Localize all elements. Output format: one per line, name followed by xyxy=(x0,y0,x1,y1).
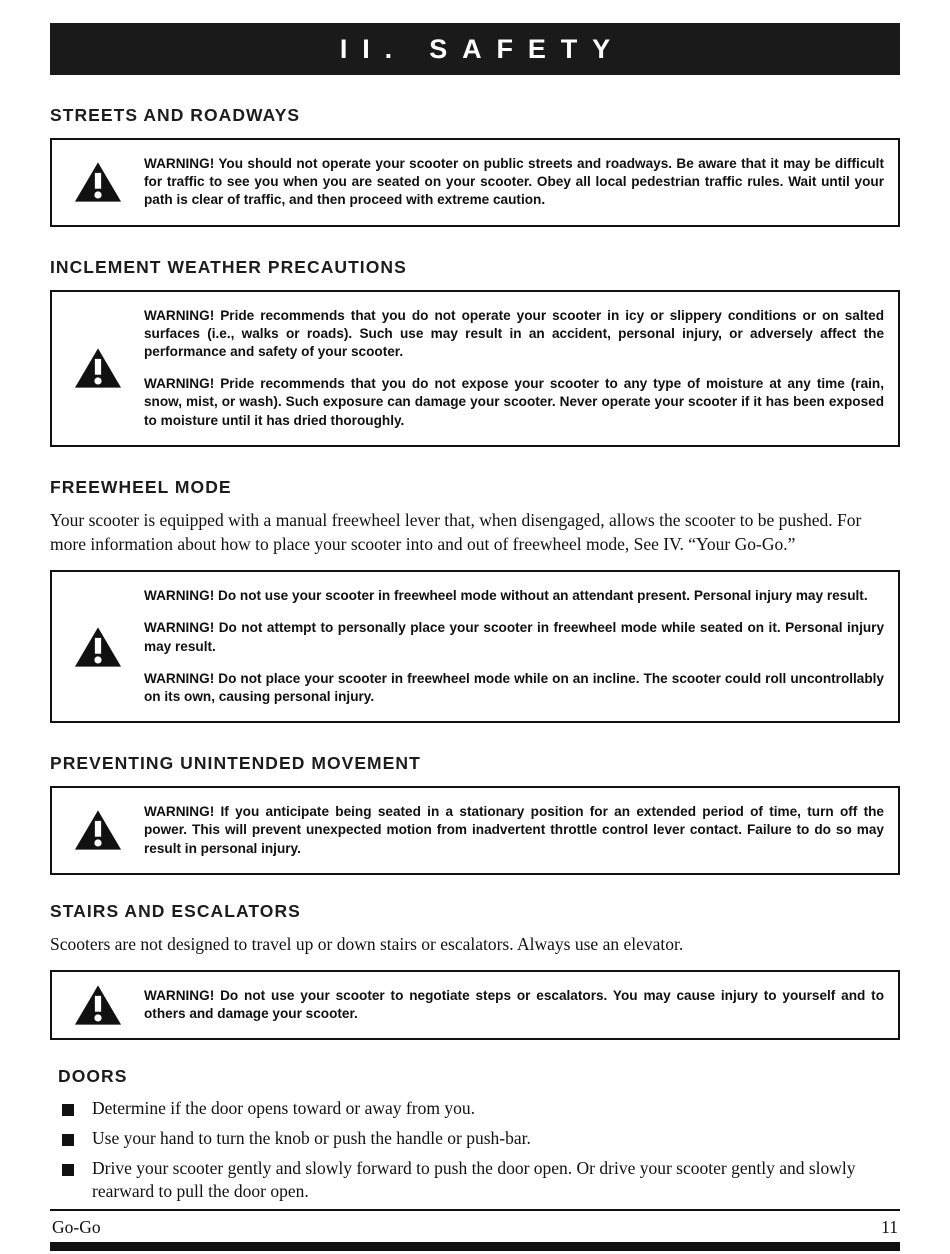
warning-paragraph: WARNING! Pride recommends that you do not operate your scooter in icy or slippery conditions or on salted surfaces (i.e., walks or roads). Such use may result in an accident, personal injury, or adversely affect the performance and safety of your scooter. xyxy=(144,307,884,360)
heading-freewheel-mode: FREEWHEEL MODE xyxy=(50,476,232,497)
section-title-bar xyxy=(50,23,900,75)
heading-inclement-weather: INCLEMENT WEATHER PRECAUTIONS xyxy=(50,256,407,277)
list-item xyxy=(50,1157,900,1204)
bullet-text: Drive your scooter gently and slowly forward to push the door open. Or drive your scooter gently and slowly rearward to pull the door open. xyxy=(92,1157,856,1202)
page-number: 11 xyxy=(881,1217,898,1237)
list-item xyxy=(50,1127,900,1151)
heading-streets-and-roadways: STREETS AND ROADWAYS xyxy=(50,105,301,125)
heading-preventing-movement: PREVENTING UNINTENDED MOVEMENT xyxy=(50,753,421,774)
page-content xyxy=(0,105,950,1204)
warning-paragraph: WARNING! Do not place your scooter in freewheel mode while on an incline. The scooter could roll uncontrollably on its own, causing personal injury. xyxy=(144,670,884,704)
warning-triangle-icon xyxy=(52,625,144,669)
warning-box-stairs xyxy=(50,970,900,1040)
warning-box-freewheel xyxy=(50,570,900,723)
warning-text-block xyxy=(144,300,884,437)
warning-paragraph: WARNING! Pride recommends that you do not expose your scooter to any type of moisture at any time (rain, snow, mist, or wash). Such exposure can damage your scooter. Never operate your scooter if it has been exposed to moisture until it has dried thoroughly. xyxy=(144,376,884,428)
footer-model-name: Go-Go xyxy=(52,1217,101,1237)
warning-triangle-icon xyxy=(52,160,144,204)
warning-paragraph: WARNING! You should not operate your scooter on public streets and roadways. Be aware that it may be difficult for traffic to see you when you are seated on your scooter. Obey all local pedestrian traffic rules. Wait until your path is clear of traffic, and then proceed with extreme caution. xyxy=(144,156,884,208)
stairs-body-text: Scooters are not designed to travel up or down stairs or escalators. Always use an elevator. xyxy=(50,933,684,954)
warning-paragraph: WARNING! If you anticipate being seated in a stationary position for an extended period of time, turn off the power. This will prevent unexpected motion from inadvertent throttle control lever contact. Failure to do so may result in personal injury. xyxy=(144,804,884,856)
square-bullet-icon xyxy=(62,1134,74,1146)
bullet-text: Determine if the door opens toward or away from you. xyxy=(92,1098,475,1119)
square-bullet-icon xyxy=(62,1104,74,1116)
warning-paragraph: WARNING! Do not attempt to personally place your scooter in freewheel mode while seated on it. Personal injury may result. xyxy=(144,620,884,654)
heading-stairs-escalators: STAIRS AND ESCALATORS xyxy=(50,900,301,921)
heading-doors: DOORS xyxy=(58,1066,128,1087)
warning-text-block xyxy=(144,796,884,865)
page-footer xyxy=(50,1209,900,1254)
doors-bullet-list xyxy=(50,1097,900,1204)
warning-triangle-icon xyxy=(52,808,144,852)
warning-paragraph: WARNING! Do not use your scooter to negotiate steps or escalators. You may cause injury to yourself and to others and damage your scooter. xyxy=(144,987,884,1022)
square-bullet-icon xyxy=(62,1164,74,1176)
warning-box-streets xyxy=(50,138,900,227)
warning-text-block xyxy=(144,148,884,217)
warning-triangle-icon xyxy=(52,346,144,390)
footer-black-bar xyxy=(50,1242,900,1251)
warning-box-weather xyxy=(50,290,900,447)
warning-box-movement xyxy=(50,786,900,875)
warning-text-block xyxy=(144,580,884,713)
bullet-text: Use your hand to turn the knob or push the handle or push-bar. xyxy=(92,1127,531,1148)
freewheel-body-text: Your scooter is equipped with a manual freewheel lever that, when disengaged, allows the scooter to be pushed. For more information about how to place your scooter into and out of freewheel mode, See IV. “Your Go-Go.” xyxy=(50,509,862,554)
list-item xyxy=(50,1097,900,1121)
footer-row xyxy=(50,1211,900,1242)
page-title: II. SAFETY xyxy=(339,33,625,64)
warning-paragraph: WARNING! Do not use your scooter in freewheel mode without an attendant present. Personal injury may result. xyxy=(144,588,868,604)
warning-text-block xyxy=(144,980,884,1030)
warning-triangle-icon xyxy=(52,983,144,1027)
